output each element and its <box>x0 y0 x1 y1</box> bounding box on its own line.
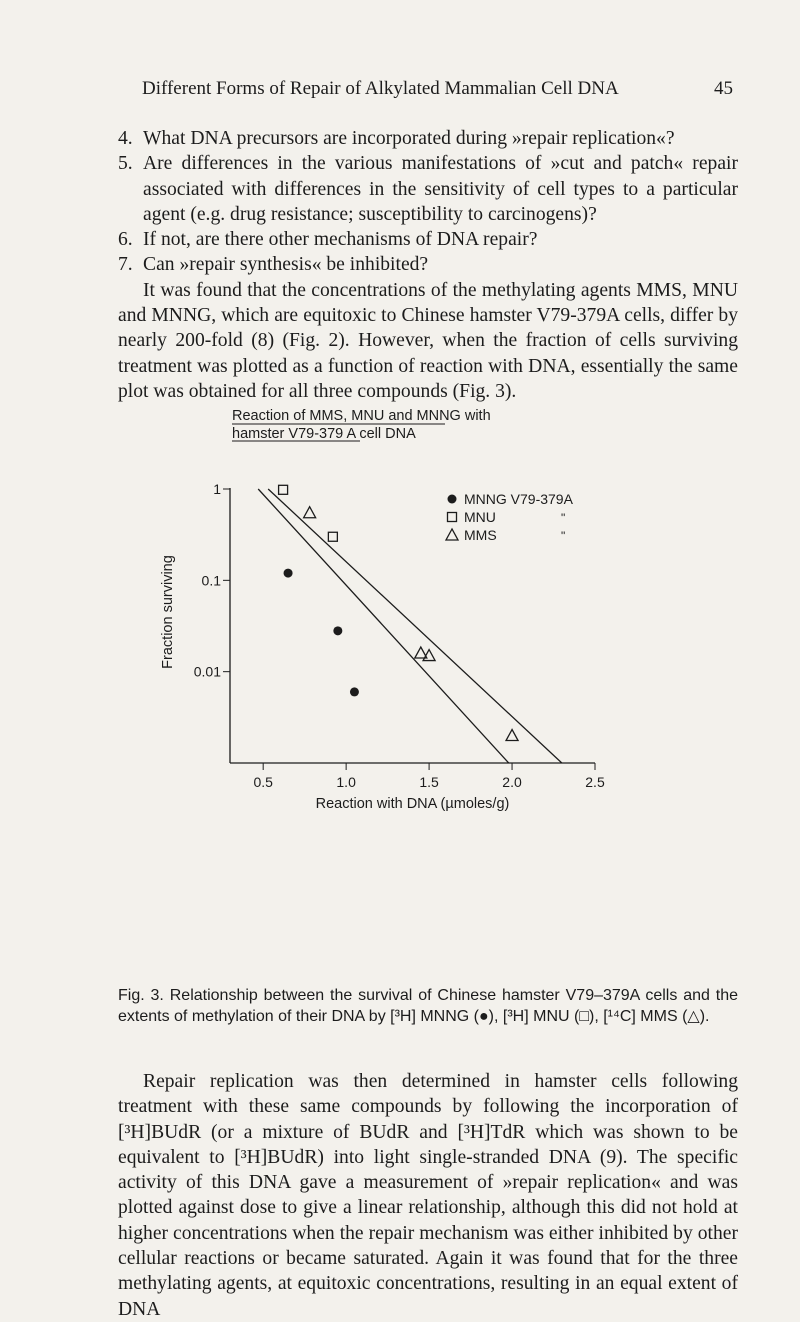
body-paragraph-2-block <box>118 1069 738 1322</box>
x-tick-label: 1.0 <box>336 774 356 790</box>
data-point-open-square <box>328 532 337 541</box>
legend-ditto-mark: " <box>561 511 566 525</box>
data-point-filled-circle <box>350 687 359 696</box>
running-title: Different Forms of Repair of Alkylated Mammalian Cell DNA <box>142 78 619 99</box>
data-point-filled-circle <box>333 626 342 635</box>
question-item: 7. Can »repair synthesis« be inhibited? <box>118 254 429 276</box>
x-tick-label: 1.5 <box>419 774 439 790</box>
data-point-open-square <box>279 485 288 494</box>
legend-ditto-mark: " <box>561 529 566 543</box>
y-axis-label: Fraction surviving <box>160 555 176 669</box>
x-axis-label: Reaction with DNA (µmoles/g) <box>315 796 510 812</box>
figure-caption: Fig. 3. Relationship between the survival of Chinese hamster V79–379A cells and the extents of methylation of their DNA by [³H] MNNG (●), [³H] MNU (□), [¹⁴C] MMS (△). <box>118 987 738 1025</box>
data-point-open-triangle <box>304 507 316 518</box>
body-paragraph-1: It was found that the concentrations of the methylating agents MMS, MNU and MNNG, which are equitoxic to Chinese hamster V79-379A cells, differ by nearly 200-fold (8) (Fig. 2). However, when the fraction of cells surviving treatment was plotted as a function of reaction with DNA, essentially the same plot was obtained for all three compounds (Fig. 3). <box>118 279 738 402</box>
page-number: 45 <box>714 78 733 99</box>
x-tick-label: 2.0 <box>502 774 522 790</box>
y-tick-label: 1 <box>213 481 221 497</box>
y-tick-label: 0.1 <box>201 572 221 589</box>
data-point-filled-circle <box>284 569 293 578</box>
question-item: 5. Are differences in the various manifestations of »cut and patch« repair associated with differences in the sensitivity of cell types to a particular agent (e.g. drug resistance; susceptibility to carcinogens)? <box>118 153 738 225</box>
legend-label: MNU <box>464 509 496 525</box>
question-item: 4. What DNA precursors are incorporated during »repair replication«? <box>118 128 675 149</box>
figure-title-line-2: hamster V79-379 A cell DNA <box>232 426 416 442</box>
legend-label: MMS <box>464 527 497 543</box>
figure-title-line-1: Reaction of MMS, MNU and MNNG with <box>232 408 491 424</box>
x-tick-label: 2.5 <box>585 774 605 790</box>
question-item: 6. If not, are there other mechanisms of DNA repair? <box>118 229 538 251</box>
x-tick-label: 0.5 <box>253 774 273 790</box>
legend-marker-filled-circle <box>448 495 457 504</box>
body-paragraph-2: Repair replication was then determined in hamster cells following treatment with these same compounds by following the incorporation of [³H]BUdR (or a mixture of BUdR and [³H]TdR which was shown to be equivalent to [³H]BUdR) into light single-stranded DNA (9). The specific activity of this DNA gave a measurement of »repair replication« and was plotted against dose to give a linear relationship, although this did not hold at higher concentrations when the repair mechanism was either inhibited by other cellular reactions or became saturated. Again it was found that for the three methylating agents, at equitoxic concentrations, resulting in an equal extent of DNA <box>118 1071 738 1320</box>
fit-line <box>268 489 562 763</box>
legend-marker-open-square <box>448 513 457 522</box>
y-tick-label: 0.01 <box>193 663 221 680</box>
legend-marker-open-triangle <box>446 529 458 540</box>
legend-label: MNNG V79-379A <box>464 491 573 507</box>
data-point-open-triangle <box>506 730 518 741</box>
plot-area <box>160 481 605 812</box>
